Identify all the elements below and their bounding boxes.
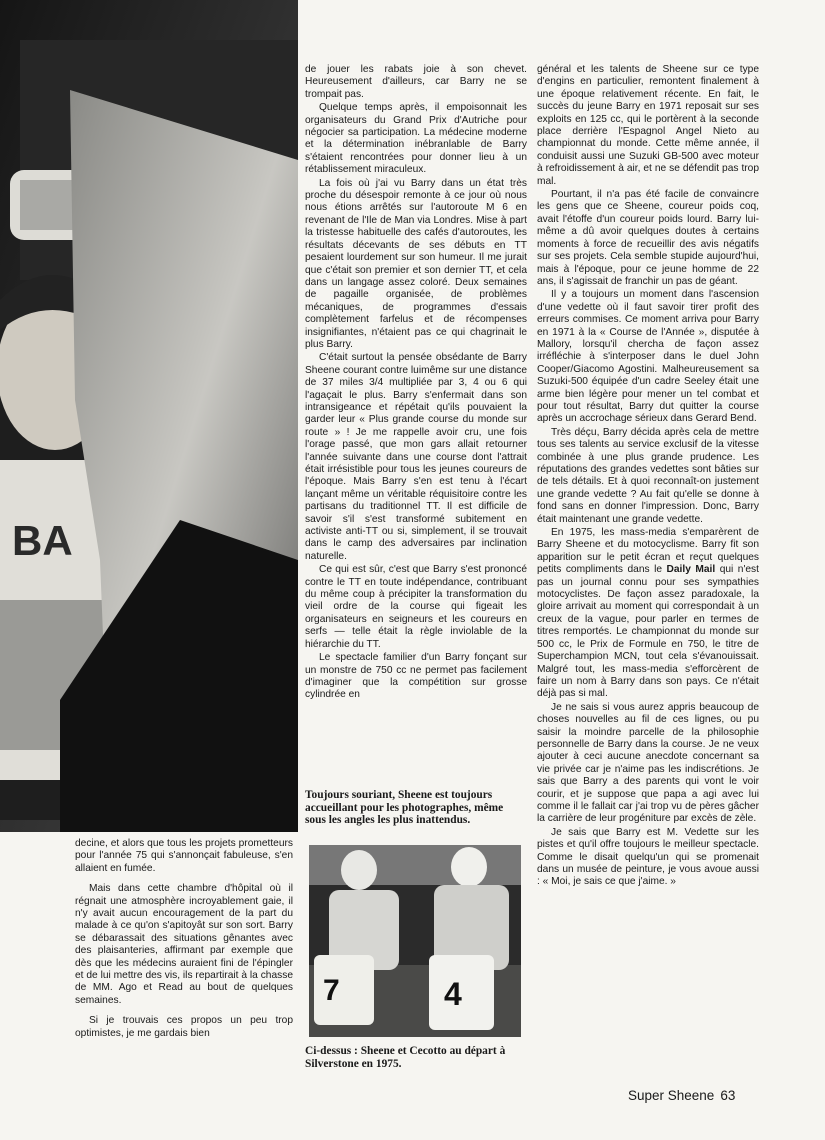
silverstone-race-photo — [309, 845, 521, 1037]
page-footer — [628, 1088, 735, 1103]
article-paragraph: Le spectacle familier d'un Barry fonçant sur un monstre de 750 cc ne permet pas facilement d'imaginer que la compétition sur grosse cylindrée en — [305, 652, 527, 701]
article-paragraph: Très déçu, Barry décida après cela de mettre tous ses talents au service exclusif de la vitesse combinée à une plus grande prudence. Les réputations des grandes vedettes sont bâties sur de tels détails. Et à quoi reconnaît-on justement une grande vedette ? Au fait qu'elle se donne à fond sans en donner l'impression. Donc, Barry était maintenant une grande vedette. — [537, 426, 759, 525]
paragraph-text: qui n'est pas un journal connu pour ses sympathies motocyclistes. De façon assez paradoxale, la gloire arrivait au moment qui correspondait à un creux de la vague, pour parler en termes de titres remportés. Le championnat du monde sur 500 cc, le Prix de Formule en 750, le titre de Superchampion MCN, tout cela s'évanouissait. Malgré tout, les mass-media s'efforcèrent de faire un nom à Barry dans son pays. Ce n'était déjà pas si mal. — [537, 564, 759, 700]
sheene-portrait-photo — [0, 0, 298, 832]
running-title: Super Sheene — [628, 1088, 715, 1103]
article-column-1 — [75, 838, 293, 1040]
article-paragraph: de jouer les rabats joie à son chevet. Heureusement d'ailleurs, car Barry ne se trompait pas. — [305, 64, 527, 100]
article-paragraph: C'était surtout la pensée obsédante de Barry Sheene courant contre luimême sur une distance de 37 miles 3/4 multipliée par 3, 4 ou 6 qui l'agaçait le plus. Barry s'enfermait dans son intransigeance et répétait qu'ils pouvaient la garder leur « Plus grande course du monde sur route » ! Je me rappelle avoir cru, une fois l'orage passé, que mon gars allait retourner l'année suivante dans une course dont l'attrait était irrésistible pour tous les jeunes coureurs de l'époque. Mais Barry s'en est tenu à l'écart lançant même un véritable réquisitoire contre les partisans du traditionnel TT. Il est difficile de savoir s'il s'est transformé subitement en activiste anti-TT ou si, simplement, il se trouvait dans le camp des adversaires par inclination naturelle. — [305, 352, 527, 562]
race-photo-illustration — [309, 845, 521, 1037]
article-paragraph: decine, et alors que tous les projets prometteurs pour l'année 75 qui s'annonçait fabuleuse, s'en allaient en fumée. — [75, 838, 293, 874]
article-paragraph: Quelque temps après, il empoisonnait les organisateurs du Grand Prix d'Autriche pour négocier sa participation. La médecine moderne et la détermination inébranlable de Barry s'étaient rencontrées pour donner lieu à un rétablissement miraculeux. — [305, 102, 527, 176]
article-paragraph: général et les talents de Sheene sur ce type d'engins en particulier, remontent finalement à une époque relativement récente. En fait, le succès du jeune Barry en 1971 reposait sur ses exploits en 125 cc, qui le portèrent à la seconde place derrière l'Espagnol Angel Nieto au championnat du monde. Cette même année, il conduisit aussi une Suzuki GB-500 avec moteur à refroidissement à air, et ne se défendit pas trop mal. — [537, 64, 759, 187]
article-paragraph: Je ne sais si vous aurez appris beaucoup de choses nouvelles au fil de ces lignes, ou pu saisir la moindre parcelle de la philosophie personnelle de Barry dans la course. Je ne veux ajouter à ceci aucune anecdote concernant sa vie privée car je n'aime pas les indiscrétions. Je sais que Barry a des parents qui vont le voir courir, et je suppose que papa a agi avec lui comme il le fallait car j'ai trop vu de pères gâcher la carrière de leur progéniture par excès de zèle. — [537, 701, 759, 825]
daily-mail-name: Daily Mail — [666, 564, 716, 576]
photo-caption-top: Toujours souriant, Sheene est toujours accueillant pour les photographes, même sous les angles les plus inattendus. — [305, 789, 504, 827]
article-paragraph: Ce qui est sûr, c'est que Barry s'est prononcé contre le TT en toute indépendance, contribuant du même coup à précipiter la transformation du vieil ordre de la course qui figeait les organisateurs en seigneurs et les coureurs en serfs — telle était la règle inviolable de la hiérarchie du TT. — [305, 564, 527, 650]
article-column-2 — [305, 64, 527, 702]
bike-number-right: 4 — [444, 976, 462, 1012]
article-paragraph: Si je trouvais ces propos un peu trop optimistes, je me gardais bien — [75, 1015, 293, 1039]
article-paragraph: Je sais que Barry est M. Vedette sur les pistes et qu'il offre toujours le meilleur spectacle. Comme le disait quelqu'un qui se promenait dans un musée de peinture, je vous avoue aussi : « Moi, je sais ce que j'aime. » — [537, 826, 759, 888]
jersey-lettering: BA — [12, 517, 73, 564]
photo-caption-bottom: Ci-dessus : Sheene et Cecotto au départ à Silverstone en 1975. — [305, 1045, 506, 1070]
portrait-photo-illustration — [0, 0, 298, 832]
paragraph-text: En 1975, les mass-media s'emparèrent de Barry Sheene et du motocyclisme. Barry fit son apparition sur le petit écran et reçut quelques petits compliments dans le — [537, 527, 759, 576]
page-number: 63 — [720, 1088, 736, 1103]
article-paragraph: Il y a toujours un moment dans l'ascension d'une vedette où il faut savoir tirer profit des erreurs commises. Ce moment arriva pour Barry en 1971 à la « Course de l'Année », disputée à Mallory, lorsqu'il chercha de façon assez irréfléchie à s'interposer dans le duel John Cooper/Giacomo Agostini. Malheureusement sa Suzuki-500 équipée d'un cadre Seeley était une arme bien légère pour mener un tel combat et pour tout résultat, Barry dut quitter la course après un accrochage sérieux dans Gerard Bend. — [537, 289, 759, 425]
bike-number-left: 7 — [323, 974, 340, 1007]
article-paragraph: Mais dans cette chambre d'hôpital où il régnait une atmosphère incroyablement gaie, il n'y avait aucun encouragement de la part du malade à ce qu'on s'apitoyât sur son sort. Barry se débarassait des situations gênantes avec des plaisanteries, affirmant par exemple que dès que les médecins auraient fini de l'épingler et de lui mettre des vis, ils repartirait à la chasse de MM. Ago et Read au bout de quelques semaines. — [75, 883, 293, 1006]
article-paragraph-media — [537, 527, 759, 701]
article-paragraph: La fois où j'ai vu Barry dans un état très proche du désespoir remonte à ce jour où nous nous étions arrêtés sur l'autoroute M 6 en revenant de l'Ile de Man via Londres. Mise à part la tristesse habituelle des cafés d'autoroutes, les résultats décevants de ses débuts en TT pesaient lourdement sur son humeur. Il me jurait que c'était son premier et son dernier TT, et cela dans un langage assez coloré. Deux semaines de pagaille organisée, de problèmes mécaniques, de programmes d'essais complètement farfelus et de récompenses insignifiantes, n'étaient pas ce qui chagrinait le plus Barry. — [305, 177, 527, 350]
article-column-3 — [537, 64, 759, 889]
article-paragraph: Pourtant, il n'a pas été facile de convaincre les gens que ce Sheene, coureur poids coq, avait l'étoffe d'un coureur poids lourd. Barry lui-même a dû avoir quelques doutes à certains moments à force de recueillir des avis négatifs sur ses projets. Cela semble stupide aujourd'hui, mais à l'époque, pour ce jeune homme de 22 ans, il s'agissait de franchir un pas de géant. — [537, 189, 759, 287]
